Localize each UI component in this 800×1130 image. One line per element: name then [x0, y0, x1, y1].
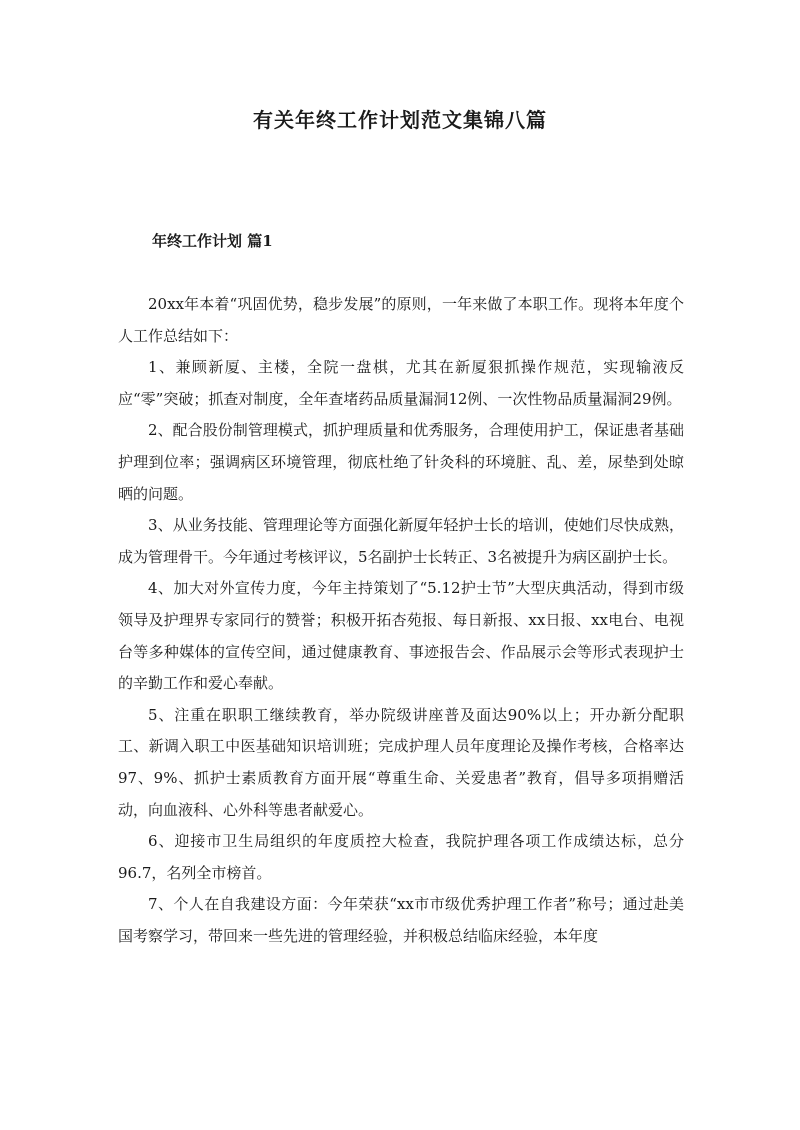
page-title: 有关年终工作计划范文集锦八篇 [253, 108, 547, 132]
paragraph-item-5: 5、注重在职职工继续教育，举办院级讲座普及面达90%以上；开办新分配职工、新调入职工中医基础知识培训班；完成护理人员年度理论及操作考核，合格率达97、9%、抓护士素质教育方面开展“尊重生命、关爱患者”教育，倡导多项捐赠活动，向血液科、心外科等患者献爱心。 [118, 705, 684, 819]
paragraph-item-2: 2、配合股份制管理模式，抓护理质量和优秀服务，合理使用护工，保证患者基础护理到位率；强调病区环境管理，彻底杜绝了针灸科的环境脏、乱、差，尿垫到处晾晒的问题。 [118, 421, 684, 503]
paragraph-item-6: 6、迎接市卫生局组织的年度质控大检查，我院护理各项工作成绩达标，总分96.7，名列全市榜首。 [118, 832, 684, 882]
paragraph-item-3: 3、从业务技能、管理理论等方面强化新厦年轻护士长的培训，使她们尽快成熟，成为管理骨干。今年通过考核评议，5名副护士长转正、3名被提升为病区副护士长。 [118, 516, 684, 566]
section-heading: 年终工作计划 篇1 [152, 232, 273, 250]
paragraph-item-1: 1、兼顾新厦、主楼，全院一盘棋，尤其在新厦狠抓操作规范，实现输液反应“零”突破；抓查对制度，全年查堵药品质量漏洞12例、一次性物品质量漏洞29例。 [118, 358, 684, 408]
paragraph-item-7: 7、个人在自我建设方面：今年荣获“xx市市级优秀护理工作者”称号；通过赴美国考察学习，带回来一些先进的管理经验，并积极总结临床经验，本年度 [118, 895, 684, 945]
paragraph-item-4: 4、加大对外宣传力度，今年主持策划了“5.12护士节”大型庆典活动，得到市级领导及护理界专家同行的赞誉；积极开拓杏苑报、每日新报、xx日报、xx电台、电视台等多种媒体的宣传空间，通过健康教育、事迹报告会、作品展示会等形式表现护士的辛勤工作和爱心奉献。 [118, 579, 684, 693]
document-body [118, 289, 684, 952]
paragraph-intro: 20xx年本着“巩固优势，稳步发展”的原则，一年来做了本职工作。现将本年度个人工作总结如下： [118, 295, 684, 345]
